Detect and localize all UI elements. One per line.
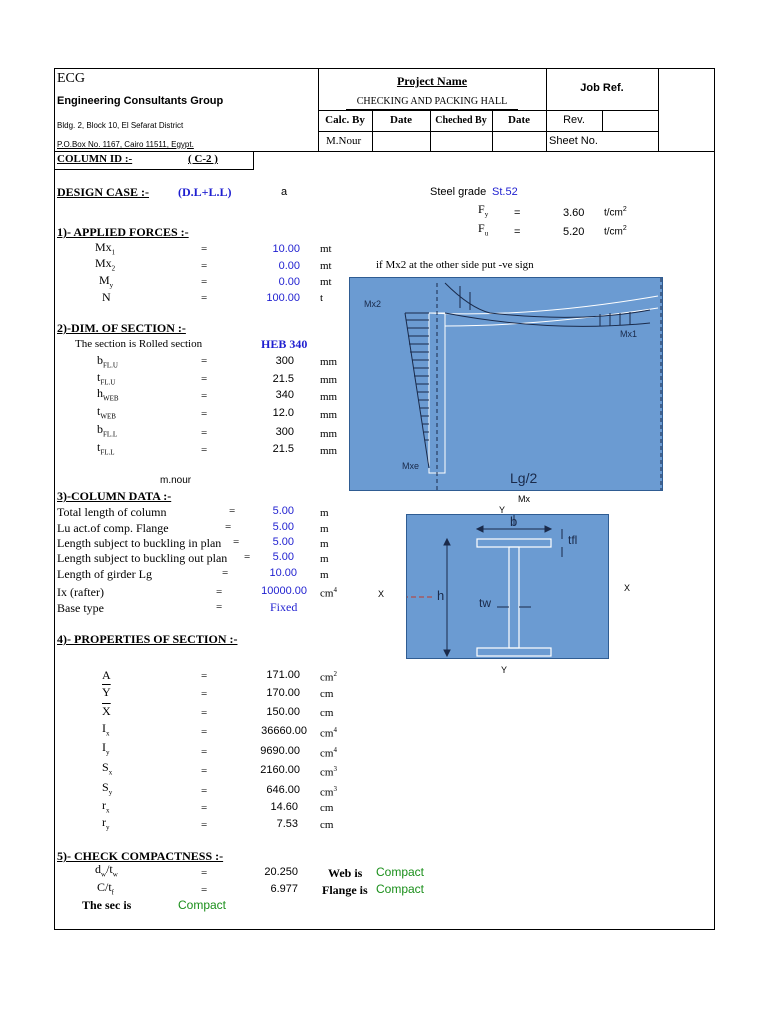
- prop-x-value: 150.00: [266, 706, 300, 718]
- flange-ratio-ct: C/t: [97, 880, 112, 894]
- frame-top: [54, 68, 715, 69]
- cd-lu-unit: m: [320, 523, 329, 535]
- calc-by-label: Calc. By: [325, 114, 365, 126]
- cd-ix-unit: $cm^4$: [320, 586, 337, 600]
- prop-sy-unit: [320, 785, 337, 799]
- section-label-h: h: [437, 588, 445, 603]
- prop-rx-eq: =: [201, 802, 208, 814]
- prop-y-unit: cm: [320, 688, 334, 700]
- web-ratio-label: [95, 862, 118, 878]
- dim-tweb-eq: =: [201, 408, 208, 420]
- dim-tfll-symbol: t: [97, 440, 101, 454]
- web-ratio-sub1: w: [101, 870, 107, 879]
- prop-ry-unit: cm: [320, 819, 334, 831]
- prop-sy-unit-sup: 3: [333, 785, 337, 793]
- frame-bottom: [54, 929, 715, 930]
- web-status: Compact: [376, 865, 425, 879]
- prop-sx-unit-sup: 3: [333, 765, 337, 773]
- rolled-value: HEB 340: [261, 337, 308, 351]
- force-mx2-unit: mt: [320, 260, 332, 272]
- author-note: m.nour: [160, 475, 192, 486]
- fy-unit: $t/cm^2$: [604, 206, 627, 219]
- prop-ix-eq: =: [201, 726, 208, 738]
- dim-hweb-value: 340: [275, 389, 294, 401]
- cd-total-length-unit: m: [320, 507, 329, 519]
- web-ratio-sub2: w: [112, 870, 118, 879]
- cd-buck-in-label: Length subject to buckling in plan: [57, 536, 222, 550]
- cd-ix-value: 10000.00: [261, 585, 307, 597]
- company-name: Engineering Consultants Group: [57, 95, 224, 107]
- web-ratio-eq: =: [201, 867, 208, 879]
- dim-tweb-unit: mm: [320, 409, 338, 421]
- cd-total-length-label: Total length of column: [57, 505, 167, 519]
- dim-bflu-eq: =: [201, 355, 208, 367]
- force-mx2-sub: 2: [111, 264, 116, 273]
- prop-iy-sub: y: [106, 748, 110, 757]
- frame-left: [54, 68, 55, 930]
- fu-unit: $t/cm^2$: [604, 225, 627, 238]
- prop-y-eq: =: [201, 688, 208, 700]
- prop-iy-unit: [320, 746, 337, 760]
- cd-total-length-eq: =: [229, 505, 236, 517]
- calc-name: M.Nour: [326, 135, 362, 147]
- frame-label-mx1: Mx1: [620, 329, 638, 339]
- address-line2: P.O.Box No. 1167, Cairo 11511, Egypt.: [57, 140, 194, 149]
- dim-bfll-label: [97, 422, 117, 438]
- dim-tweb-label: [97, 404, 116, 420]
- dim-hweb-eq: =: [201, 390, 208, 402]
- section-diagram-drawing: [407, 515, 608, 658]
- company-short: ECG: [57, 71, 85, 86]
- section-label-y-bottom: Y: [501, 665, 508, 675]
- fy-unit-text: t/cm: [604, 207, 623, 219]
- cd-base-value: Fixed: [270, 600, 298, 614]
- force-mx2-value: 0.00: [278, 260, 300, 272]
- design-case-value: (D.L+L.L): [178, 185, 232, 199]
- force-mx1-value: 10.00: [272, 243, 300, 255]
- fy-eq: =: [514, 207, 521, 219]
- prop-iy-label: [102, 740, 110, 756]
- prop-ry-symbol: r: [102, 815, 106, 829]
- rev-label: Rev.: [563, 114, 585, 126]
- force-mx2-eq: =: [201, 260, 208, 272]
- sheet-no-label: Sheet No.: [549, 135, 598, 147]
- dim-tflu-label: [97, 370, 115, 386]
- section-label-x-left: X: [378, 589, 385, 599]
- section-label-mx: Mx: [518, 494, 530, 504]
- dim-tfll-value: 21.5: [272, 443, 294, 455]
- cd-buck-out-value: 5.00: [272, 551, 294, 563]
- address-line1: Bldg. 2, Block 10, El Sefarat District: [57, 121, 184, 130]
- project-name: CHECKING AND PACKING HALL: [356, 96, 508, 107]
- section-is-label: The sec is: [82, 898, 132, 912]
- prop-a-unit-text: cm: [320, 671, 334, 684]
- cd-total-length-value: 5.00: [272, 505, 294, 517]
- prop-sx-label: [102, 760, 112, 776]
- force-mx1-sub: 1: [111, 248, 116, 257]
- dim-tflu-unit: mm: [320, 374, 338, 386]
- cd-ix-eq: =: [216, 586, 223, 598]
- dim-hweb-unit: mm: [320, 391, 338, 403]
- prop-sy-label: [102, 780, 112, 796]
- force-my-eq: =: [201, 276, 208, 288]
- cd-base-label: Base type: [57, 601, 104, 615]
- steel-grade-label: Steel grade: [430, 186, 487, 198]
- header-h1: [318, 110, 659, 111]
- properties-title: 4)- PROPERTIES OF SECTION :-: [57, 632, 238, 646]
- force-n-eq: =: [201, 292, 208, 304]
- cd-buck-out-unit: m: [320, 553, 329, 565]
- cd-girder-value: 10.00: [269, 567, 297, 579]
- cd-lu-label: Lu act.of comp. Flange: [57, 521, 169, 535]
- fu-eq: =: [514, 226, 521, 238]
- dim-bflu-value: 300: [275, 355, 294, 367]
- steel-grade-value: St.52: [492, 186, 518, 198]
- prop-a-unit: [320, 670, 337, 684]
- section-title: 2)-DIM. OF SECTION :-: [57, 321, 186, 335]
- force-mx2-symbol: Mx: [95, 256, 112, 270]
- flange-ratio-eq: =: [201, 884, 208, 896]
- header-h2: [318, 131, 659, 132]
- date-label-1: Date: [390, 114, 412, 126]
- cd-buck-out-eq: =: [244, 551, 251, 563]
- prop-rx-unit: cm: [320, 802, 334, 814]
- prop-x-eq: =: [201, 707, 208, 719]
- dim-tweb-symbol: t: [97, 404, 101, 418]
- cd-girder-label: Length of girder Lg: [57, 567, 152, 581]
- fy-value: 3.60: [563, 207, 585, 219]
- cd-girder-unit: m: [320, 569, 329, 581]
- prop-sx-symbol: S: [102, 760, 109, 774]
- column-id-label: COLUMN ID :-: [57, 153, 133, 165]
- prop-sy-eq: =: [201, 785, 208, 797]
- prop-iy-symbol: I: [102, 740, 106, 754]
- web-ratio-value: 20.250: [264, 866, 298, 878]
- prop-sy-value: 646.00: [266, 784, 300, 796]
- prop-iy-value: 9690.00: [260, 745, 300, 757]
- prop-sx-unit: [320, 765, 337, 779]
- prop-ry-sub: y: [106, 823, 110, 832]
- prop-ix-symbol: I: [102, 721, 106, 735]
- dim-tflu-symbol: t: [97, 370, 101, 384]
- flange-status: Compact: [376, 882, 425, 896]
- cd-lu-eq: =: [225, 521, 232, 533]
- prop-iy-unit-sup: 4: [333, 746, 337, 754]
- prop-iy-unit-text: cm: [320, 747, 334, 760]
- cd-ix-unit-text: cm: [320, 587, 334, 600]
- fu-sub: u: [484, 229, 489, 238]
- prop-ix-unit-sup: 4: [333, 726, 337, 734]
- frame-diagram: [349, 277, 663, 491]
- cd-buck-in-eq: =: [233, 536, 240, 548]
- header-h3: [346, 109, 518, 110]
- prop-ry-eq: =: [201, 819, 208, 831]
- dim-bflu-symbol: b: [97, 353, 103, 367]
- section-label-x-right: X: [624, 583, 631, 593]
- section-label-tw: tw: [479, 596, 491, 610]
- cd-buck-in-unit: m: [320, 538, 329, 550]
- prop-iy-eq: =: [201, 746, 208, 758]
- section-label-y-top: Y: [499, 505, 506, 515]
- flange-ratio-label: [97, 880, 114, 896]
- prop-a-value: 171.00: [266, 669, 300, 681]
- date-label-2: Date: [508, 114, 530, 126]
- frame-right: [714, 68, 715, 930]
- prop-sy-unit-text: cm: [320, 786, 334, 799]
- dim-tweb-sub: WEB: [100, 412, 116, 421]
- prop-y-label: $\overline{Y}$: [102, 685, 111, 699]
- force-mx1-label: [95, 240, 115, 256]
- prop-rx-value: 14.60: [270, 801, 298, 813]
- fy-sub: y: [484, 210, 489, 219]
- prop-x-label: $\overline{X}$: [102, 704, 111, 718]
- fy-label: [478, 202, 488, 218]
- frame-label-lg: Lg/2: [510, 470, 538, 486]
- force-my-value: 0.00: [278, 276, 300, 288]
- project-label: Project Name: [396, 74, 468, 88]
- dim-bflu-sub: FL.U: [103, 361, 118, 370]
- dim-tfll-label: [97, 440, 115, 456]
- force-mx1-symbol: Mx: [95, 240, 112, 254]
- web-is-label: Web is: [328, 866, 363, 880]
- flange-ratio-value: 6.977: [270, 883, 298, 895]
- dim-hweb-symbol: h: [97, 386, 103, 400]
- design-case-label: DESIGN CASE :-: [57, 185, 150, 199]
- header-v6: [602, 110, 603, 131]
- force-mx1-unit: mt: [320, 243, 332, 255]
- force-my-sub: y: [109, 281, 114, 290]
- design-case-extra: a: [281, 186, 288, 198]
- cd-lu-value: 5.00: [272, 521, 294, 533]
- frame-label-mxe: Mxe: [402, 461, 420, 471]
- web-ratio-d: d: [95, 862, 101, 876]
- dim-bfll-sub: FL.L: [103, 430, 118, 439]
- prop-ix-label: [102, 721, 110, 737]
- prop-ix-unit: [320, 726, 337, 740]
- force-n-value: 100.00: [266, 292, 300, 304]
- prop-rx-label: [102, 798, 110, 814]
- frame-label-mx2: Mx2: [364, 299, 382, 309]
- prop-ry-value: 7.53: [276, 818, 298, 830]
- fy-symbol: F: [478, 202, 485, 216]
- force-mx1-eq: =: [201, 243, 208, 255]
- prop-rx-symbol: r: [102, 798, 106, 812]
- dim-hweb-sub: WEB: [103, 394, 119, 403]
- dim-tfll-sub: FL.L: [100, 448, 115, 457]
- dim-bfll-value: 300: [275, 426, 294, 438]
- prop-a-unit-sup: 2: [333, 670, 337, 678]
- forces-title: 1)- APPLIED FORCES :-: [57, 225, 189, 239]
- prop-a-eq: =: [201, 670, 208, 682]
- dim-tfll-unit: mm: [320, 445, 338, 457]
- prop-y-value: 170.00: [266, 687, 300, 699]
- flange-is-label: Flange is: [322, 883, 368, 897]
- cd-girder-eq: =: [222, 567, 229, 579]
- dim-bflu-unit: mm: [320, 356, 338, 368]
- forces-note: if Mx2 at the other side put -ve sign: [376, 259, 534, 271]
- prop-sx-value: 2160.00: [260, 764, 300, 776]
- section-label-tfl: tfl: [568, 533, 578, 547]
- column-data-title: 3)-COLUMN DATA :-: [57, 489, 172, 503]
- dim-bflu-label: [97, 353, 118, 369]
- prop-sy-symbol: S: [102, 780, 109, 794]
- force-my-symbol: M: [99, 273, 110, 287]
- dim-tweb-value: 12.0: [272, 407, 294, 419]
- rolled-label: The section is Rolled section: [75, 338, 203, 350]
- prop-ry-label: [102, 815, 110, 831]
- fu-symbol: F: [478, 221, 485, 235]
- dim-tfll-eq: =: [201, 444, 208, 456]
- checked-by-label: Cheched By: [435, 115, 487, 126]
- fu-label: [478, 221, 488, 237]
- flange-ratio-sub: f: [111, 888, 115, 897]
- cd-ix-label: Ix (rafter): [57, 585, 104, 599]
- section-diagram: [406, 514, 609, 659]
- frame-diagram-drawing: [350, 278, 662, 490]
- prop-x-unit: cm: [320, 707, 334, 719]
- dim-bfll-eq: =: [201, 427, 208, 439]
- fu-unit-text: t/cm: [604, 226, 623, 238]
- prop-sx-eq: =: [201, 765, 208, 777]
- section-status: Compact: [178, 898, 227, 912]
- dim-tflu-sub: FL.U: [100, 378, 116, 387]
- cd-base-eq: =: [216, 601, 223, 613]
- web-ratio-mid: /t: [106, 862, 113, 876]
- dim-bfll-unit: mm: [320, 428, 338, 440]
- cd-buck-in-value: 5.00: [272, 536, 294, 548]
- force-my-unit: mt: [320, 276, 332, 288]
- dim-bfll-symbol: b: [97, 422, 103, 436]
- force-my-label: [99, 273, 113, 289]
- prop-sx-unit-text: cm: [320, 766, 334, 779]
- prop-sx-sub: x: [108, 768, 113, 777]
- job-ref: Job Ref.: [580, 82, 624, 94]
- force-n-unit: t: [320, 292, 324, 304]
- column-id-value: ( C-2 ): [188, 153, 218, 165]
- compactness-title: 5)- CHECK COMPACTNESS :-: [57, 849, 224, 863]
- dim-hweb-label: [97, 386, 119, 402]
- prop-ix-sub: x: [106, 729, 110, 738]
- prop-rx-sub: x: [106, 806, 110, 815]
- prop-sy-sub: y: [108, 788, 113, 797]
- dim-tflu-eq: =: [201, 373, 208, 385]
- dim-tflu-value: 21.5: [272, 373, 294, 385]
- section-label-b: b: [510, 514, 518, 529]
- cd-buck-out-label: Length subject to buckling out plan: [57, 551, 228, 565]
- prop-ix-value: 36660.00: [261, 725, 307, 737]
- force-n-label: N: [102, 290, 111, 304]
- fu-value: 5.20: [563, 226, 585, 238]
- prop-a-label: A: [102, 668, 111, 682]
- force-mx2-label: [95, 256, 115, 272]
- prop-ix-unit-text: cm: [320, 727, 334, 740]
